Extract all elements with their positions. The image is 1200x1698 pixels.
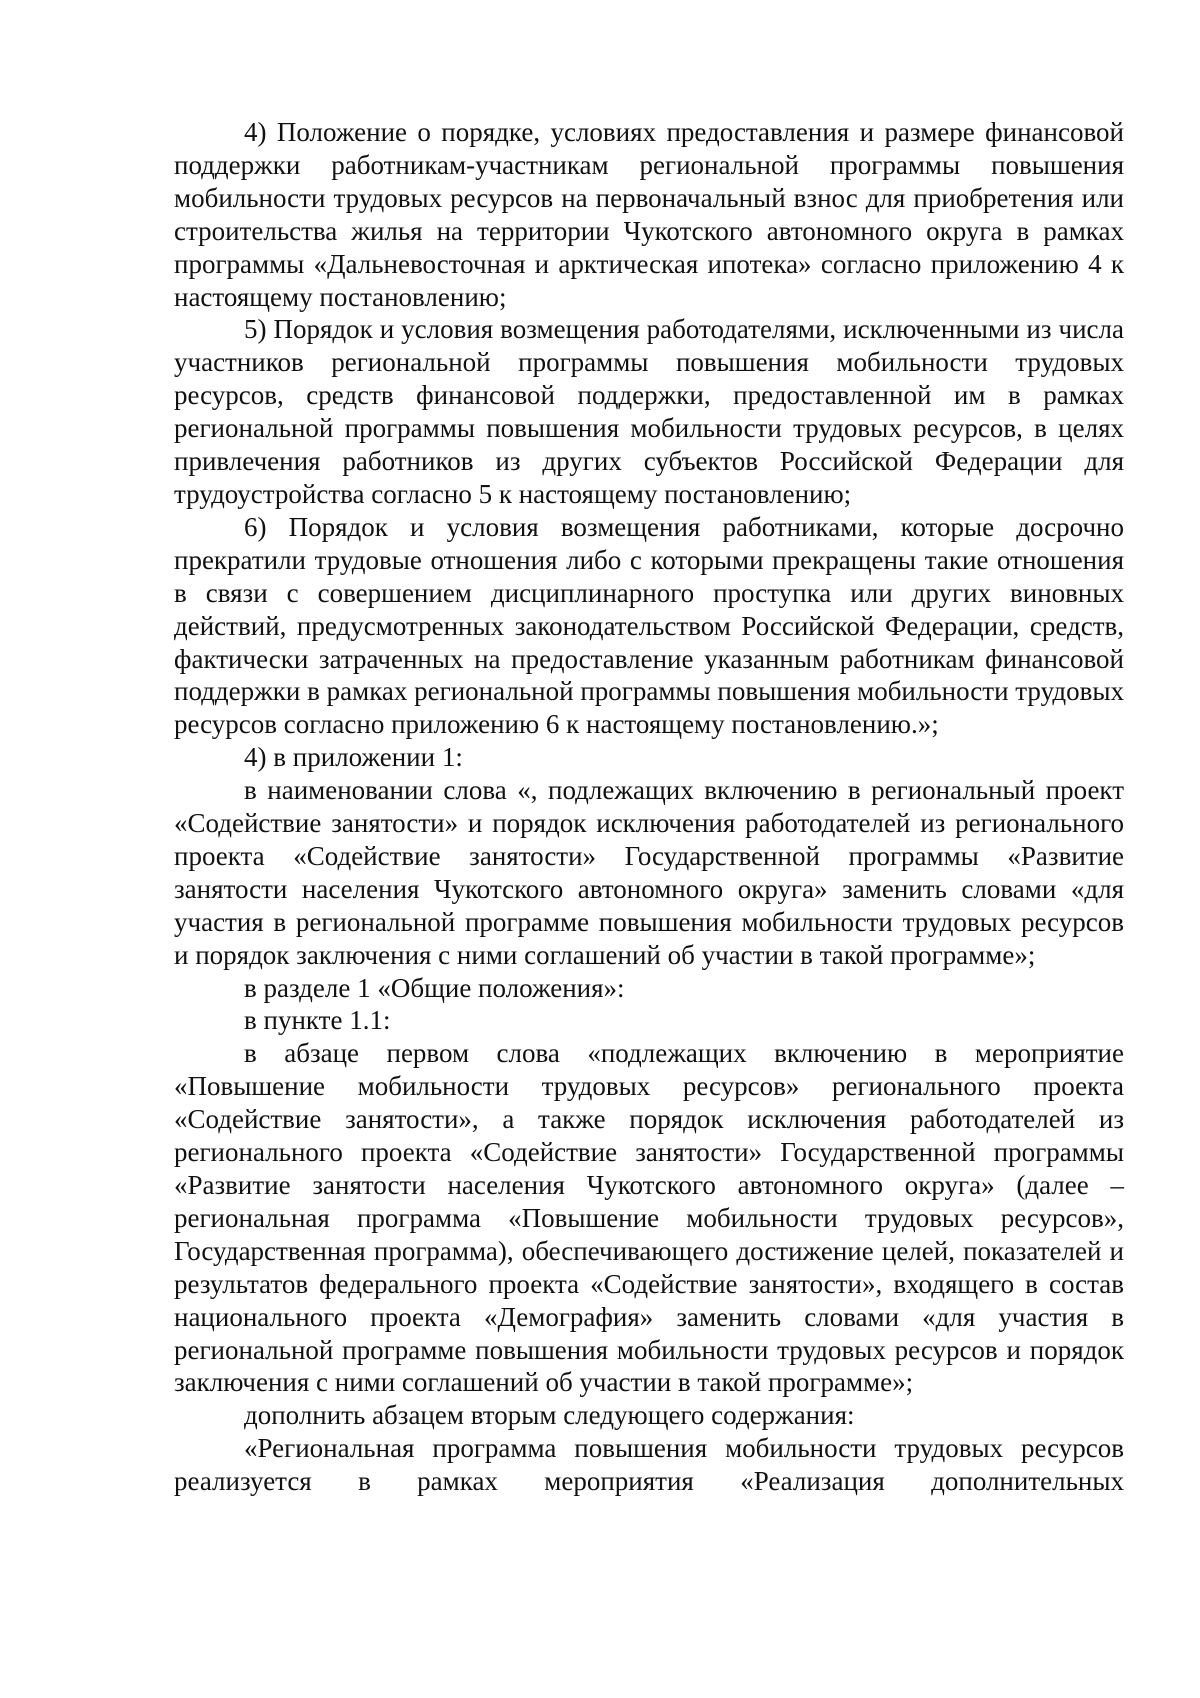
paragraph-appendix-1: 4) в приложении 1: bbox=[244, 742, 463, 773]
document-body bbox=[174, 116, 1124, 1498]
paragraph-regional-program: «Региональная программа повышения мобильности трудовых ресурсов реализуется в рамках мероприятия «Реализация дополнительных bbox=[174, 1433, 1124, 1497]
paragraph-add-second-subparagraph: дополнить абзацем вторым следующего содержания: bbox=[244, 1400, 855, 1431]
paragraph-clause-1-1: в пункте 1.1: bbox=[244, 1005, 391, 1036]
paragraph-first-subparagraph: в абзаце первом слова «подлежащих включению в мероприятие «Повышение мобильности трудовых ресурсов» регионального проекта «Содействие занятости», а также порядок исключения работодателей из регионального проекта «Содействие занятости» Государственной программы «Развитие занятости населения Чукотского автономного округа» (далее – региональная программа «Повышение мобильности трудовых ресурсов», Государственная программа), обеспечивающего достижение целей, показателей и результатов федерального проекта «Содействие занятости», входящего в состав национального проекта «Демография» заменить словами «для участия в региональной программе повышения мобильности трудовых ресурсов и порядок заключения с ними соглашений об участии в такой программе»; bbox=[174, 1038, 1124, 1398]
paragraph-title-amendment: в наименовании слова «, подлежащих включению в региональный проект «Содействие занятости» и порядок исключения работодателей из регионального проекта «Содействие занятости» Государственной программы «Развитие занятости населения Чукотского автономного округа» заменить словами «для участия в региональной программе повышения мобильности трудовых ресурсов и порядок заключения с ними соглашений об участии в такой программе»; bbox=[174, 775, 1124, 970]
paragraph-item-6-worker-refund: 6) Порядок и условия возмещения работниками, которые досрочно прекратили трудовые отношения либо с которыми прекращены такие отношения в связи с совершением дисциплинарного проступка или других виновных действий, предусмотренных законодательством Российской Федерации, средств, фактически затраченных на предоставление указанным работникам финансовой поддержки в рамках региональной программы повышения мобильности трудовых ресурсов согласно приложению 6 к настоящему постановлению.»; bbox=[174, 511, 1124, 740]
paragraph-item-5-employer-refund: 5) Порядок и условия возмещения работодателями, исключенными из числа участников региональной программы повышения мобильности трудовых ресурсов, средств финансовой поддержки, предоставленной им в рамках региональной программы повышения мобильности трудовых ресурсов, в целях привлечения работников из других субъектов Российской Федерации для трудоустройства согласно 5 к настоящему постановлению; bbox=[174, 314, 1124, 509]
paragraph-item-4-regulation: 4) Положение о порядке, условиях предоставления и размере финансовой поддержки работникам-участникам региональной программы повышения мобильности трудовых ресурсов на первоначальный взнос для приобретения или строительства жилья на территории Чукотского автономного округа в рамках программы «Дальневосточная и арктическая ипотека» согласно приложению 4 к настоящему постановлению; bbox=[174, 117, 1124, 312]
paragraph-section-1: в разделе 1 «Общие положения»: bbox=[244, 972, 625, 1003]
